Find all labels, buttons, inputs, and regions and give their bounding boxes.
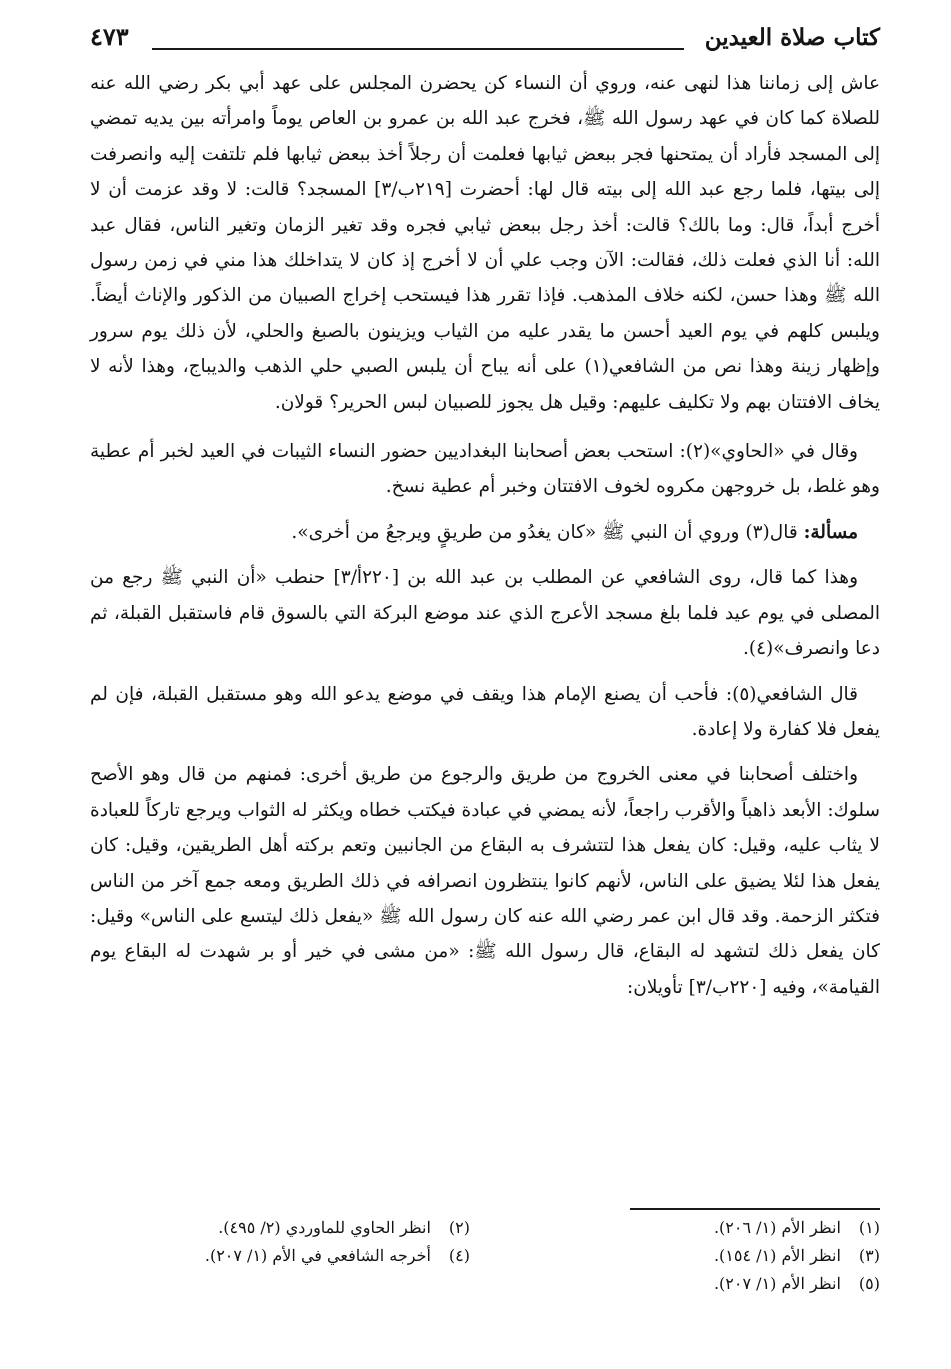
paragraph-4: وهذا كما قال، روى الشافعي عن المطلب بن عبد الله بن [٢٢٠أ/٣] حنطب «أن النبي ﷺ رجع من المصلى في يوم عيد فلما بلغ مسجد الأعرج الذي عند موضع البركة التي بالسوق قام فاستقبل القبلة، ثم دعا وانصرف»(٤). [90,567,880,660]
footnote-number: (٤) [448,1246,470,1265]
footnote-number: (٣) [858,1246,880,1265]
footnote-1 [500,1216,880,1240]
main-text [90,66,880,1005]
masala-text: قال(٣) وروي أن النبي ﷺ «كان يغدُو من طريقٍ ويرجعُ من أخرى». [291,521,804,543]
footnote-text: انظر الأم (١/ ٢٠٧). [713,1274,841,1293]
footnote-text: انظر الأم (١/ ٢٠٦). [713,1218,841,1237]
running-header [90,18,880,64]
paragraph-6: واختلف أصحابنا في معنى الخروج من طريق والرجوع من طريق أخرى: فمنهم من قال وهو الأصح سلوك: الأبعد ذاهباً والأقرب راجعاً، لأنه يمضي في عبادة فيكتب خطاه ويكثر له الثواب ويرجع تاركاً للعبادة لا يثاب عليه، وقيل: كان يفعل هذا لتتشرف به البقاع من الجانبين وتعم بركته أهل الطريقين، وقيل: كان يفعل هذا لئلا يضيق على الناس، لأنهم كانوا ينتظرون انصرافه في ذلك الطريق ومعه جمع آخر من الناس فتكثر الزحمة. وقد قال ابن عمر رضي الله عنه كان رسول الله ﷺ «يفعل ذلك ليتسع على الناس» وقيل: كان يفعل ذلك لتشهد له البقاع، قال رسول الله ﷺ: «من مشى في خير أو بر شهدت له البقاع يوم القيامة»، وفيه [٢٢٠ب/٣] تأويلان: [90,764,880,998]
paragraph-2: وقال في «الحاوي»(٢): استحب بعض أصحابنا البغداديين حضور النساء الثيبات في العيد لخبر أم عطية وهو غلط، بل خروجهن مكروه لخوف الافتتان وخبر أم عطية نسخ. [90,441,880,498]
footnote-3 [500,1244,880,1268]
footnote-text: انظر الأم (١/ ١٥٤). [713,1246,841,1265]
footnote-number: (٥) [858,1274,880,1293]
header-rule [152,48,684,50]
paragraph-1: عاش إلى زماننا هذا لنهى عنه، وروي أن النساء كن يحضرن المجلس على عهد أبي بكر رضي الله عنه للصلاة كما كان في عهد رسول الله ﷺ، فخرج عبد الله بن عمرو بن العاص يوماً وامرأته بين يديه تمضي إلى المسجد فأراد أن يمتحنها فجر ببعض ثيابها فعلمت أن رجلاً أخذ ببعض ثيابها فلم تلتفت إليه وانصرفت إلى بيتها، فلما رجع عبد الله إلى بيته قال لها: أحضرت [٢١٩ب/٣] المسجد؟ قالت: لا وقد عزمت أن لا أخرج أبداً، قال: وما بالك؟ قالت: أخذ رجل ببعض ثيابي فجره وقد تغير الزمان وتغير الناس، فقال عبد الله: أنا الذي فعلت ذلك، فقالت: الآن وجب علي أن لا أخرج إذ كان لا يتداخلك هذا مني في زمن رسول الله ﷺ وهذا حسن، لكنه خلاف المذهب. فإذا تقرر هذا فيستحب إخراج الصبيان من الذكور والإناث أيضاً. ويلبس كلهم في يوم العيد أحسن ما يقدر عليه من الثياب ويزينون بالصبغ والحلي، لأن ذلك يوم سرور وإظهار زينة وهذا نص من الشافعي(١) على أنه يباح أن يلبس الصبي حلي الذهب والديباج، وهذا لأنه لا يخاف الافتتان بهم ولا تكليف عليهم: وقيل هل يجوز للصبيان لبس الحرير؟ قولان. [90,73,881,413]
footnote-grid [90,1216,880,1296]
footnote-4 [90,1244,470,1268]
footnotes [90,1208,880,1296]
footnote-rule [630,1208,880,1210]
footnote-5 [500,1272,880,1296]
footnote-text: انظر الحاوي للماوردي (٢/ ٤٩٥). [218,1218,431,1237]
footnote-number: (٢) [448,1218,470,1237]
masala-label: مسألة: [803,521,858,543]
paragraph-5: قال الشافعي(٥): فأحب أن يصنع الإمام هذا ويقف في موضع يدعو الله وهو مستقبل القبلة، فإن لم يفعل فلا كفارة ولا إعادة. [90,683,880,740]
footnote-2 [90,1216,470,1240]
chapter-title: كتاب صلاة العيدين [704,24,880,51]
page [90,18,880,1005]
footnote-number: (١) [858,1218,880,1237]
masala-paragraph [90,515,880,550]
page-number: ٤٧٣ [90,22,129,51]
footnote-text: أخرجه الشافعي في الأم (١/ ٢٠٧). [204,1246,431,1265]
